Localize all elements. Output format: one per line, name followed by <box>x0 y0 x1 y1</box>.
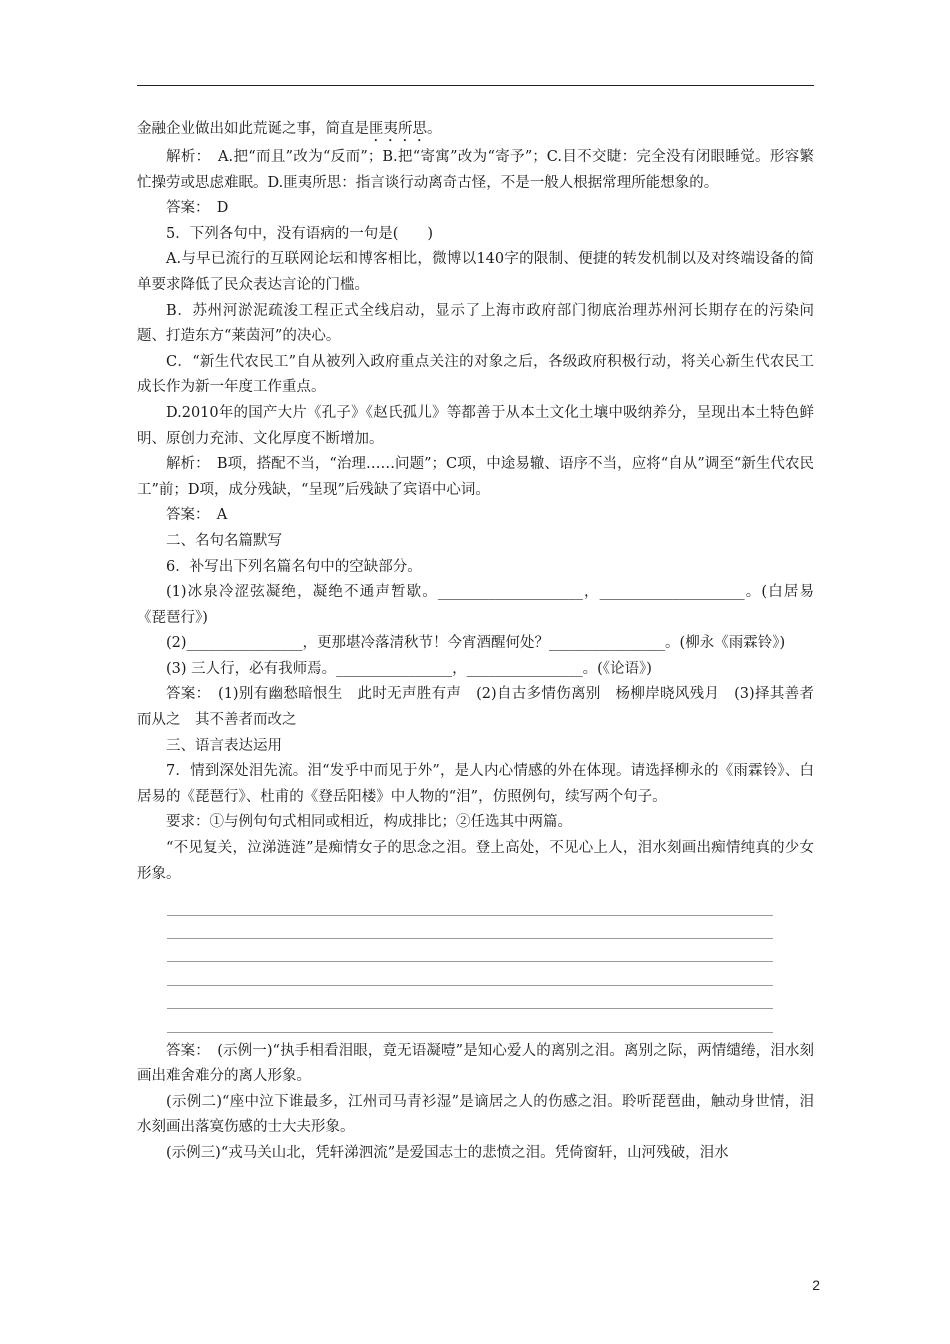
q6-item-1: (1)冰泉冷涩弦凝绝，凝绝不通声暂歇。____________________，____________________。(白居易《琵琶行》) <box>137 584 814 626</box>
q5-answer: 答案： A <box>166 507 228 524</box>
q7-example: “不见复关，泣涕涟涟”是痴情女子的思念之泪。登上高处，不见心上人，泪水刻画出痴情纯真的少女形象。 <box>137 840 814 882</box>
q6-item-3: (3) 三人行，必有我师焉。________________，________________。(《论语》) <box>166 660 652 677</box>
page-number: 2 <box>812 1277 820 1293</box>
q5-option-c: C．“新生代农民工”自从被列入政府重点关注的对象之后，各级政府积极行动，将关心新生代农民工成长作为新一年度工作重点。 <box>137 353 814 396</box>
answer-writing-lines <box>167 892 773 1032</box>
q5-option-a: A.与早已流行的互联网论坛和博客相比，微博以140字的限制、便捷的转发机制以及对终端设备的简单要求降低了民众表达言论的门槛。 <box>137 251 814 293</box>
q4-tail: 金融企业做出如此荒诞之事，简直是匪夷所思。 <box>137 121 442 137</box>
header-rule <box>137 85 814 86</box>
answer-line <box>167 1009 773 1032</box>
section-3-heading: 三、语言表达运用 <box>166 737 282 754</box>
q7-example-2: (示例二)“座中泣下谁最多，江州司马青衫湿”是谪居之人的伤感之泪。聆听琵琶曲，触动身世情，泪水刻画出落寞伤感的士大夫形象。 <box>137 1093 814 1136</box>
q6-stem: 6．补写出下列名篇名句中的空缺部分。 <box>166 558 422 575</box>
section-2-heading: 二、名句名篇默写 <box>166 532 282 549</box>
answer-line <box>167 986 773 1009</box>
q5-option-d: D.2010年的国产大片《孔子》《赵氏孤儿》等都善于从本土文化土壤中吸纳养分，呈现出本土特色鲜明、原创力充沛、文化厚度不断增加。 <box>137 404 814 447</box>
answer-line <box>167 916 773 939</box>
q7-example-3: (示例三)“戎马关山北，凭轩涕泗流”是爱国志士的悲愤之泪。凭倚窗轩，山河残破，泪水 <box>166 1144 729 1161</box>
q7-requirement: 要求：①与例句句式相同或相近，构成排比；②任选其中两篇。 <box>166 814 572 831</box>
q5-stem: 5．下列各句中，没有语病的一句是( ) <box>166 225 434 242</box>
page-content <box>137 117 814 1167</box>
q4-analysis: 解析： A.把“而且”改为“反而”；B.把“寄寓”改为“寄予”；C.目不交睫：完全没有闭眼睡觉。形容繁忙操劳或思虑难眠。D.匪夷所思：指言谈行动离奇古怪，不是一般人根据常理所能想象的。 <box>137 149 814 191</box>
q6-answer: 答案： (1)别有幽愁暗恨生 此时无声胜有声 (2)自古多情伤离别 杨柳岸晓风残月 (3)择其善者而从之 其不善者而改之 <box>137 686 814 729</box>
q7-stem: 7．情到深处泪先流。泪“发乎中而见于外”，是人内心情感的外在体现。请选择柳永的《雨霖铃》、白居易的《琵琶行》、杜甫的《登岳阳楼》中人物的“泪”，仿照例句，续写两个句子。 <box>137 763 814 805</box>
q7-answer: 答案： (示例一)“执手相看泪眼，竟无语凝噎”是知心爱人的离别之泪。离别之际，两情缱绻，泪水刻画出难舍难分的离人形象。 <box>137 1042 814 1085</box>
answer-line <box>167 962 773 985</box>
q5-analysis: 解析： B项，搭配不当，“治理……问题”；C项，中途易辙、语序不当，应将“自从”调至“新生代农民工”前；D项，成分残缺，“呈现”后残缺了宾语中心词。 <box>137 456 814 498</box>
answer-line <box>167 892 773 915</box>
q4-answer: 答案： D <box>166 200 229 217</box>
q5-option-b: B．苏州河淤泥疏浚工程正式全线启动，显示了上海市政府部门彻底治理苏州河长期存在的污染问题、打造东方“莱茵河”的决心。 <box>137 302 814 345</box>
answer-line <box>167 939 773 962</box>
q6-item-2: (2)________________，更那堪冷落清秋节！今宵酒醒何处？________________。(柳永《雨霖铃》) <box>166 635 786 652</box>
